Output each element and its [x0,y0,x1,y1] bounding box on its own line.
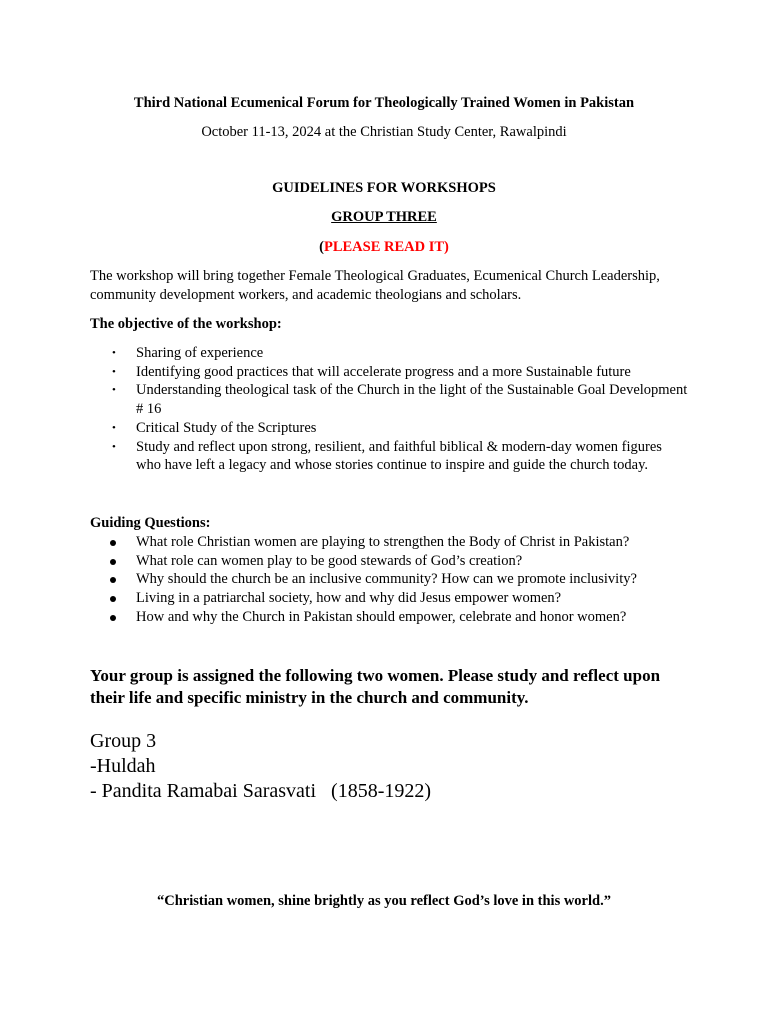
please-read-text: PLEASE READ IT) [323,239,449,255]
list-item [90,363,690,382]
bullet-icon: • [112,440,116,453]
bullet-icon: • [112,365,116,378]
list-item-text: Understanding theological task of the Church in the light of the Sustainable Goal Development # 16 [136,382,688,418]
list-item-text: Living in a patriarchal society, how and why did Jesus empower women? [136,590,562,607]
group-heading: GROUP THREE [331,209,437,225]
list-item [90,608,690,627]
list-item-text: Critical Study of the Scriptures [136,419,317,436]
list-item-text: Identifying good practices that will accelerate progress and a more Sustainable future [136,363,631,380]
please-read-paren: ( [319,239,324,255]
please-read-notice [0,238,768,257]
bullet-icon [110,615,116,621]
bullet-icon: • [112,421,116,434]
objective-list [90,344,690,475]
guiding-questions-list [90,533,690,627]
list-item [90,533,690,552]
list-item [90,589,690,608]
list-item [90,438,690,475]
list-item-text: Why should the church be an inclusive community? How can we promote inclusivity? [136,571,637,588]
intro-paragraph: The workshop will bring together Female Theological Graduates, Ecumenical Church Leadership, community development workers, and academic theologians and scholars. [90,268,660,303]
guidelines-heading: GUIDELINES FOR WORKSHOPS [272,180,496,196]
list-item-text: What role can women play to be good stewards of God’s creation? [136,552,523,569]
group-label: Group 3 [90,730,157,752]
bullet-icon [110,596,116,602]
assignment-statement: Your group is assigned the following two women. Please study and reflect upon their life and specific ministry in the church and community. [90,666,661,707]
assigned-woman-1: -Huldah [90,755,156,777]
list-item-text: What role Christian women are playing to strengthen the Body of Christ in Pakistan? [136,534,630,550]
list-item-text: Study and reflect upon strong, resilient, and faithful biblical & modern-day women figures who have left a legacy and whose stories continue to inspire and guide the church today. [136,438,662,474]
closing-quote: “Christian women, shine brightly as you reflect God’s love in this world.” [157,893,611,909]
bullet-icon [110,559,116,565]
objective-heading: The objective of the workshop: [90,316,282,332]
list-item-text: Sharing of experience [136,345,264,361]
list-item [90,570,690,589]
list-item [90,381,690,418]
list-item [90,344,690,363]
bullet-icon: • [112,347,116,359]
list-item-text: How and why the Church in Pakistan should empower, celebrate and honor women? [136,608,627,625]
bullet-icon [110,540,116,546]
document-title: Third National Ecumenical Forum for Theologically Trained Women in Pakistan [133,95,635,111]
guiding-questions-heading: Guiding Questions: [90,515,211,531]
list-item [90,419,690,438]
list-item [90,552,690,571]
bullet-icon: • [112,384,116,397]
event-date-location: October 11-13, 2024 at the Christian Study Center, Rawalpindi [201,124,567,140]
assigned-woman-2: - Pandita Ramabai Sarasvati (1858-1922) [90,780,432,802]
bullet-icon [110,577,116,583]
